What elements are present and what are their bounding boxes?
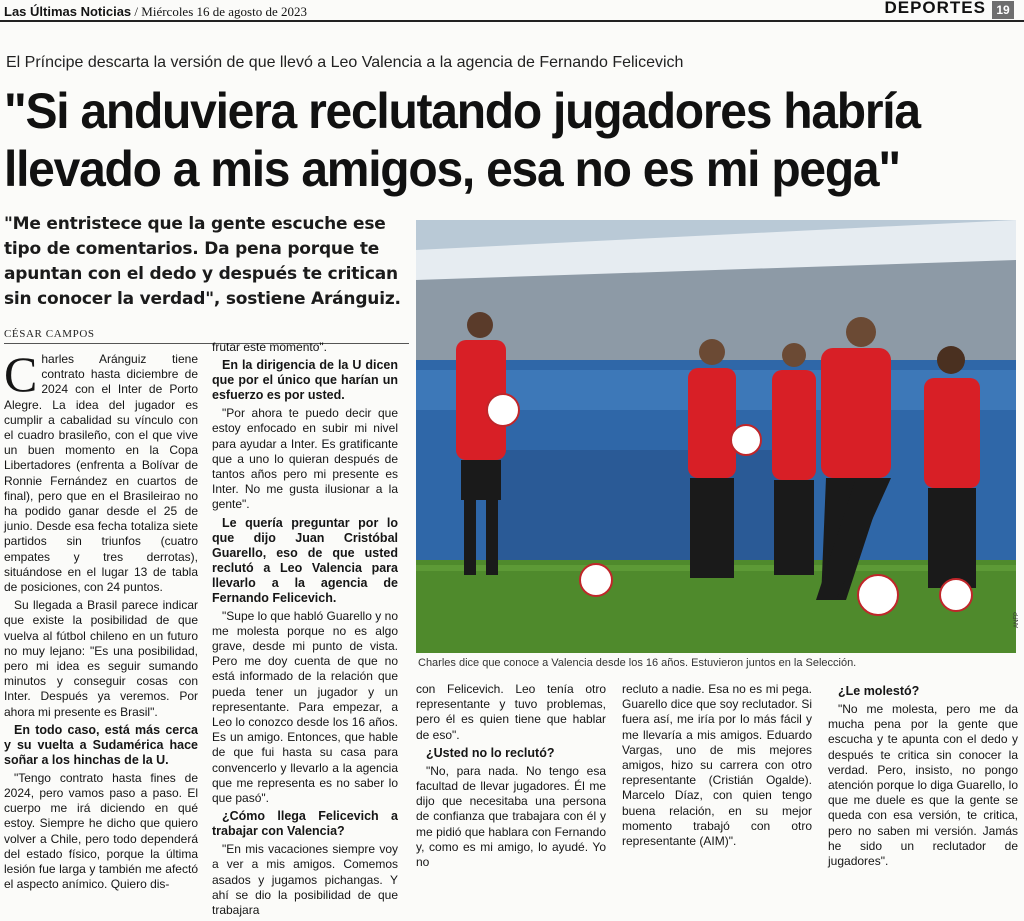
article-kicker: El Príncipe descarta la versión de que llevó a Leo Valencia a la agencia de Fernando Felicevich [6,54,684,71]
column-5 [828,682,1018,872]
column-2 [212,340,398,921]
paragraph: "Supe lo que habló Guarello y no me molesta porque no es algo grave, desde mi punto de vista. Pero me doy cuenta de que no está informado de la relación que pueda tener un jugador y un representante. Para empezar, a Leo lo conozco desde los 16 años. Es un amigo. Entonces, que hable de que fui hasta su casa para convencerlo y llevarlo a la agencia que me representa es no saber lo que pasó". [212,608,398,806]
byline: CÉSAR CAMPOS [4,328,95,340]
paragraph: con Felicevich. Leo tenía otro representante y tuvo problemas, pero él es quien tiene que hablar de eso". [416,682,606,742]
question: ¿Le molestó? [838,684,920,698]
paragraph: Su llegada a Brasil parece indicar que existe la posibilidad de que vuelva al fútbol chileno en un futuro no muy lejano: "Es una posibilidad, pero mi idea es seguir sumando minutos y conseguir cosas con Inter. Después ya veremos. Por ahora mi presente es Brasil". [4,598,198,719]
question: ¿Usted no lo reclutó? [426,745,555,760]
photo-illustration [416,220,1016,653]
drop-cap: C [4,346,38,402]
question: Le quería preguntar por lo que dijo Juan Cristóbal Guarello, eso de que usted reclutó a Leo Valencia para llevarlo a la agencia de Fernando Felicevich. [212,515,398,605]
paragraph: "En mis vacaciones siempre voy a ver a mis amigos. Comemos asados y jugamos pichangas. Y ahí se dio la posibilidad de que trabajara [212,842,398,918]
training-photo [416,220,1016,653]
header-separator: / [131,4,142,19]
paragraph: "No, para nada. No tengo esa facultad de llevar jugadores. Él me dijo que necesitaba una persona de confianza que trabajara con él y me pidió que hablara con Fernando y, como es mi amigo, lo ayudé. Yo no [416,763,606,870]
player-3 [772,343,816,575]
paragraph: frutar este momento". [212,340,327,354]
photo-credit: ANFP [1014,611,1020,628]
section-title: DEPORTES [884,0,986,17]
page-number: 19 [992,1,1014,19]
paragraph: Charles Aránguiz tiene contrato hasta diciembre de 2024 con el Inter de Porto Alegre. La idea del jugador es cumplir a cabalidad su vínculo con el cuadro brasileño, con el que vive un buen momento en la Copa Libertadores (enfrenta a Bolívar de Ronnie Fernández en cuartos de final), pero que en el Brasileirao no ha podido ganar desde el 25 de junio. Desde esa fecha totaliza siete partidos sin triunfos (cuatro empates y tres derrotas), situándose en el lugar 13 de tabla de posiciones, con 24 puntos. [4,346,198,595]
paragraph: "Tengo contrato hasta fines de 2024, pero vamos paso a paso. El cuerpo me irá diciendo en qué estoy. Siempre he dicho que quiero volver a Chile, pero todo dependerá del estado físico, porque la última lesión fue larga y también me afectó el aspecto anímico. Quiero dis- [4,770,198,892]
masthead [4,4,307,20]
column-4 [622,682,812,852]
player-2 [688,339,736,578]
player-5 [924,346,980,588]
paragraph: "No me molesta, pero me da mucha pena por la gente que escucha y te apunta con el dedo y después te critica sin conocer la verdad. Pero, insisto, no pongo atención porque lo diga Guarello, lo que me duele es que la gente se queda con esa versión, te critica, pero no saben mi versión. Jamás he sido un reclutador de jugadores". [828,702,1018,869]
article-deck: "Me entristece que la gente escuche ese tipo de comentarios. Da pena porque te apuntan con el dedo y después te critican sin conocer la verdad", sostiene Aránguiz. [4,214,401,309]
question: En la dirigencia de la U dicen que por el único que harían un esfuerzo es por usted. [212,358,398,403]
page-header [0,0,1024,22]
column-1 [4,346,198,896]
paragraph: "Por ahora te puedo decir que estoy enfocado en subir mi nivel para ayudar a Inter. Es gratificante que a uno lo quieran después de tantos años pero mi presente es Inter. No me gusta ilusionar a la gente". [212,406,398,512]
newspaper-name: Las Últimas Noticias [4,4,132,19]
paragraph: recluto a nadie. Esa no es mi pega. Guarello dice que soy reclutador. Si fuera así, me iría por lo más fácil y me llevaría a mis amigos. Eduardo Vargas, uno de mis mejores amigos, hizo su carrera con otro representante (Cristián Ogalde). Marcelo Díaz, con quien tengo buena relación, en su mejor momento trabajó con otro representante (AIM)". [622,682,812,849]
column-3 [416,682,606,873]
question: ¿Cómo llega Felicevich a trabajar con Valencia? [212,809,398,839]
issue-date: Miércoles 16 de agosto de 2023 [141,4,307,19]
question: En todo caso, está más cerca y su vuelta a Sudamérica hace soñar a los hinchas de la U. [4,722,198,767]
photo-caption: Charles dice que conoce a Valencia desde los 16 años. Estuvieron juntos en la Selección. [418,657,857,669]
article-headline: "Si anduviera reclutando jugadores habría llevado a mis amigos, esa no es mi pega" [4,83,920,197]
